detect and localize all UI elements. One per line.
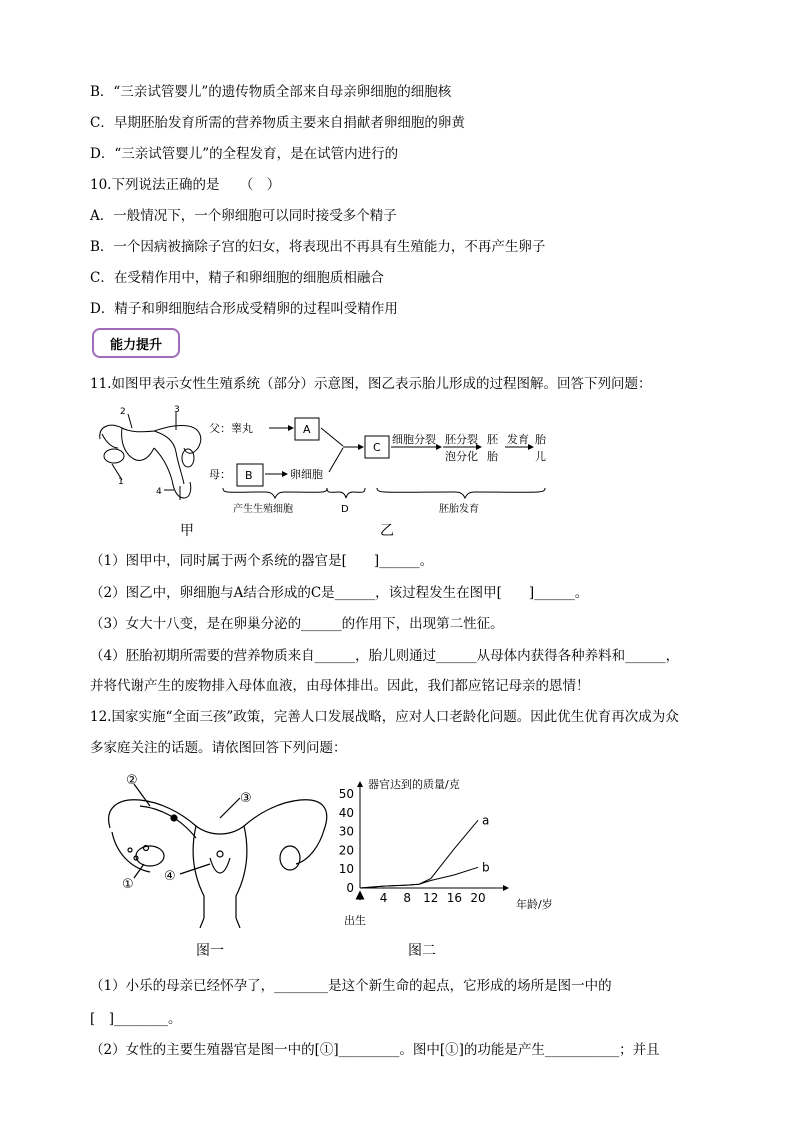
flow-mother: 母：: [209, 468, 231, 481]
x-axis-label: 年龄/岁: [516, 898, 553, 911]
fig2-caption: 图二: [408, 943, 436, 959]
section-badge: 能力提升: [92, 328, 180, 358]
option-c: C．早期胚胎发育所需的营养物质主要来自捐献者卵细胞的卵黄: [90, 115, 465, 131]
question-12-stem-2: 多家庭关注的话题。请依图回答下列问题：: [90, 740, 347, 756]
q11-item-2: （2）图乙中，卵细胞与A结合形成的C是______，该过程发生在图甲[ ]______。: [90, 585, 589, 601]
q11-item-1: （1）图甲中，同时属于两个系统的器官是[ ]______。: [90, 553, 434, 569]
fig1-label-3: ③: [240, 791, 252, 806]
question-10-stem: 10.下列说法正确的是 （ ）: [90, 177, 281, 193]
option-b: B．“三亲试管婴儿”的遗传物质全部来自母亲卵细胞的细胞核: [90, 84, 452, 100]
x-origin-label: 出生: [344, 914, 366, 927]
series-label-a: a: [482, 813, 490, 828]
x-tick-label: 12: [423, 891, 439, 905]
jia-label-1: 1: [118, 477, 124, 487]
option-d: D．“三亲试管婴儿”的全程发育，是在试管内进行的: [90, 146, 399, 162]
fig1-label-4: ④: [164, 869, 176, 884]
question-11-stem: 11.如图甲表示女性生殖系统（部分）示意图，图乙表示胎儿形成的过程图解。回答下列问题：: [90, 376, 652, 392]
q10-option-a: A．一般情况下，一个卵细胞可以同时接受多个精子: [90, 208, 397, 224]
jia-label-4: 4: [156, 487, 162, 497]
brace-label-2: D: [341, 504, 349, 515]
q12-item-2: （2）女性的主要生殖器官是图一中的[①]_________。图中[①]的功能是产生___________；并且: [90, 1042, 660, 1058]
fig-yi-caption: 乙: [380, 523, 394, 539]
jia-label-2: 2: [120, 407, 126, 417]
brace-label-1: 产生生殖细胞: [233, 504, 293, 515]
jia-label-3: 3: [174, 405, 180, 415]
series-line-a: [360, 820, 478, 888]
x-tick-label: 8: [403, 891, 412, 905]
fig-jia-caption: 甲: [180, 523, 194, 539]
box-a-label: A: [303, 423, 311, 436]
q10-option-c: C．在受精作用中，精子和卵细胞的细胞质相融合: [90, 270, 384, 286]
q12-item-1: （1）小乐的母亲已经怀孕了，________是这个新生命的起点，它形成的场所是图一中的: [90, 978, 612, 994]
series-label-b: b: [482, 860, 490, 875]
flow-egg: 卵细胞: [290, 468, 323, 481]
q10-option-b: B．一个因病被摘除子宫的妇女，将表现出不再具有生殖能力，不再产生卵子: [90, 239, 546, 255]
figure-yi-flowchart: [205, 408, 555, 518]
question-12-stem-1: 12.国家实施“全面三孩”政策，完善人口发展战略，应对人口老龄化问题。因此优生优育再次成为众: [90, 709, 679, 725]
x-tick-label: 20: [470, 891, 486, 905]
flow-step3-top: 胚: [487, 433, 498, 446]
x-tick-label: 16: [446, 891, 463, 905]
figure-jia-female-reproductive: [92, 404, 212, 504]
x-tick-label: 4: [379, 891, 388, 905]
y-tick-label: 40: [338, 805, 354, 820]
q11-item-4-cont: 并将代谢产生的废物排入母体血液，由母体排出。因此，我们都应铭记母亲的恩情！: [90, 678, 590, 694]
fig1-caption: 图一: [196, 943, 224, 959]
y-tick-label: 0: [346, 881, 354, 895]
series-line-b: [360, 867, 478, 888]
flow-step5-top: 胎: [535, 433, 546, 446]
q11-item-4: （4）胚胎初期所需要的营养物质来自______，胎儿则通过______从母体内获得各种养料和______，: [90, 648, 680, 664]
fig1-label-1: ①: [122, 877, 134, 892]
q10-option-d: D．精子和卵细胞结合形成受精卵的过程叫受精作用: [90, 301, 398, 317]
y-tick-label: 10: [338, 862, 354, 877]
figure-2-organ-mass-chart: [330, 770, 600, 930]
figure-1-uterus: [100, 768, 330, 928]
brace-label-3: 胚胎发育: [439, 504, 479, 515]
fig1-label-2: ②: [126, 773, 138, 788]
y-tick-label: 50: [338, 787, 354, 801]
q12-item-1-cont: [ ]________。: [90, 1011, 182, 1027]
y-tick-label: 20: [338, 843, 354, 858]
flow-step5-bottom: 儿: [535, 450, 546, 463]
box-b-label: B: [245, 469, 253, 482]
q11-item-3: （3）女大十八变，是在卵巢分泌的______的作用下，出现第二性征。: [90, 616, 504, 632]
y-axis-label: 器官达到的质量/克: [368, 778, 460, 791]
flow-step4: 发育: [507, 433, 529, 446]
box-c-label: C: [373, 441, 381, 454]
flow-father: 父：睾丸: [209, 422, 253, 435]
y-tick-label: 30: [338, 824, 354, 839]
flow-step2-bottom: 泡分化: [445, 450, 478, 463]
flow-step3-bottom: 胎: [487, 450, 498, 463]
flow-step1: 细胞分裂: [392, 433, 436, 446]
flow-step2-top: 胚分裂: [445, 433, 478, 446]
